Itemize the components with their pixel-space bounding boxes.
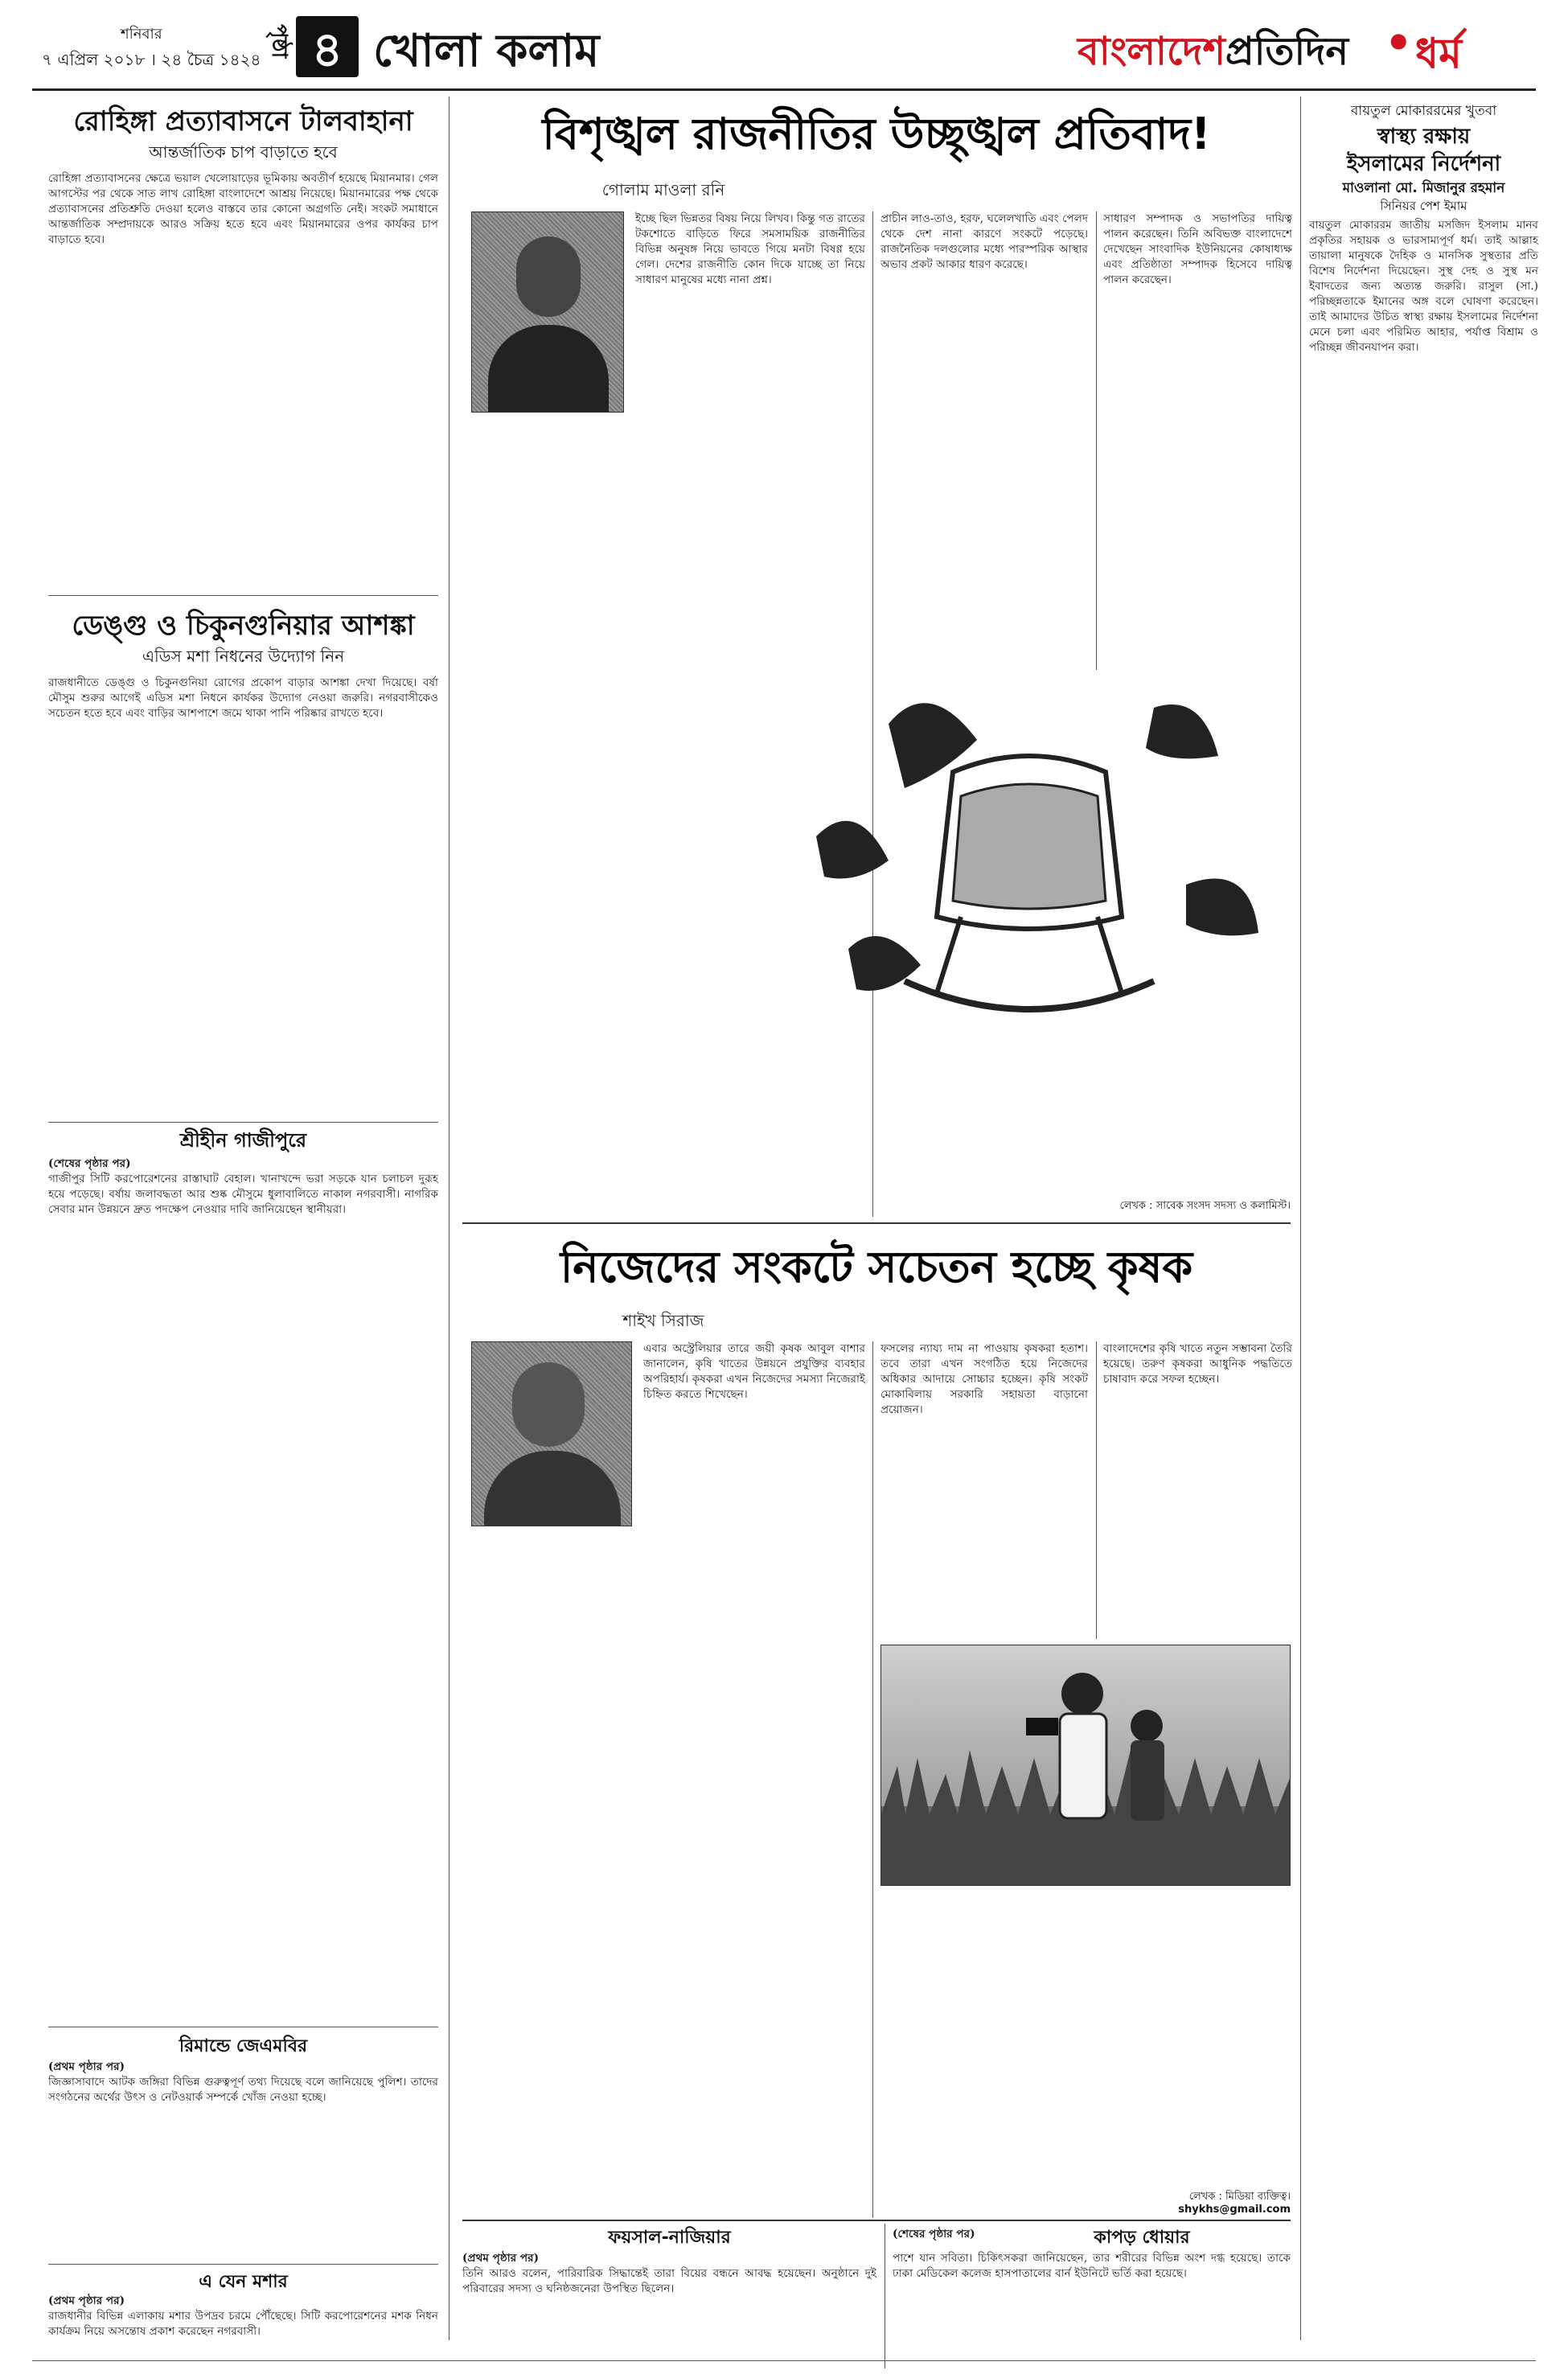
left-divider-2 <box>48 1122 438 1123</box>
photo-farmers-field <box>880 1645 1291 1886</box>
religion-headline-2: ইসলামের নির্দেশনা <box>1346 152 1501 176</box>
paper-name-part2: প্রতিদিন <box>1225 29 1349 74</box>
editorial1-headline: রোহিঙ্গা প্রত্যাবাসনে টালবাহানা <box>73 105 413 138</box>
masthead <box>0 0 1568 90</box>
center-divider <box>462 1222 1291 1224</box>
article1-col3: সাধারণ সম্পাদক ও সভাপতির দায়িত্ব পালন করেছেন। তিনি অবিভক্ত বাংলাদেশে দেখেছেন সাংবাদিক ইউনিয়নের কোষাধ্যক্ষ এবং প্রতিষ্ঠাতা সম্পাদক হিসেবে দায়িত্ব পালন করেছেন। <box>1103 212 1292 286</box>
story1-jump: (শেষের পৃষ্ঠার পর) <box>48 1157 131 1170</box>
article2-col-rule-1 <box>872 1341 873 2218</box>
religion-kicker: বায়তুল মোকাররমের খুতবা <box>1350 103 1497 119</box>
article2-email[interactable]: shykhs@gmail.com <box>1178 2204 1291 2216</box>
bottom-story1-body: তিনি আরও বলেন, পারিবারিক সিদ্ধান্তেই তারা বিয়ের বন্ধনে আবদ্ধ হয়েছেন। অনুষ্ঠানে দুই পরিবারের সদস্য ও ঘনিষ্ঠজনেরা উপস্থিত ছিলেন। <box>462 2267 876 2295</box>
article1-col-rule-2 <box>1096 212 1097 670</box>
section-title: খোলা কলাম <box>373 25 600 77</box>
article2-headline: নিজেদের সংকটে সচেতন হচ্ছে কৃষক <box>560 1242 1193 1292</box>
field-photo-icon <box>881 1645 1291 1886</box>
article2-byline: শাইখ সিরাজ <box>622 1311 704 1330</box>
paper-name <box>1077 23 1348 86</box>
story3-jump: (প্রথম পৃষ্ঠার পর) <box>48 2294 125 2307</box>
author-photo-article1 <box>471 212 624 413</box>
bottom-divider <box>462 2220 1291 2221</box>
religion-author: মাওলানা মো. মিজানুর রহমান <box>1342 180 1505 196</box>
article2-author-note: লেখক : মিডিয়া ব্যক্তিত্ব। <box>1188 2191 1291 2203</box>
bottom-story1-headline: ফয়সাল-নাজিয়ার <box>608 2228 731 2248</box>
article2-col2-cont <box>880 1891 1291 1916</box>
bottom-story1-jump: (প্রথম পৃষ্ঠার পর) <box>462 2252 540 2265</box>
story3-body: রাজধানীর বিভিন্ন এলাকায় মশার উপদ্রব চরমে পৌঁছেছে। সিটি করপোরেশনের মশক নিধন কার্যক্রম নিয়ে অসন্তোষ প্রকাশ করেছেন নগরবাসী। <box>48 2310 438 2338</box>
illustration-rocking-chair <box>768 676 1291 1045</box>
story1-headline: শ্রীহীন গাজীপুরে <box>179 1129 307 1152</box>
masthead-rule <box>32 88 1536 91</box>
article2-col-rule-2 <box>1096 1341 1097 1639</box>
bottom-story2-headline: কাপড় ধোয়ার <box>1094 2228 1190 2248</box>
author2-photo-face <box>512 1362 585 1447</box>
masthead-day: শনিবার <box>121 26 162 43</box>
story2-headline: রিমান্ডে জেএমবির <box>179 2036 308 2056</box>
author-photo-face <box>516 236 581 317</box>
article1-col2: প্রাচীন লাও-তাও, হরফ, ঘলেলখাতি এবং পেলদ থেকে দেশ নানা কারণে সংকটে পড়েছে। রাজনৈতিক দলগুলোর মধ্যে পারস্পরিক আস্থার অভাব প্রকট আকার ধারণ করেছে। <box>880 212 1088 271</box>
editorial1-subhead: আন্তর্জাতিক চাপ বাড়াতে হবে <box>149 142 338 162</box>
rocking-chair-icon <box>768 676 1291 1045</box>
religion-author-title: সিনিয়র পেশ ইমাম <box>1380 199 1467 213</box>
religion-body: বায়তুল মোকাররম জাতীয় মসজিদ ইসলাম মানব প্রকৃতির সহায়ক ও ভারসাম্যপূর্ণ ধর্ম। তাই আল্লাহ তায়ালা মানুষকে দৈহিক ও মানসিক সুস্থতার প্রতি বিশেষ নির্দেশনা দিয়েছেন। সুস্থ দেহ ও সুস্থ মন ইবাদতের জন্য অত্যন্ত জরুরি। রাসুল (সা.) পরিচ্ছন্নতাকে ইমানের অঙ্গ বলে ঘোষণা করেছেন। তাই আমাদের উচিত স্বাস্থ্য রক্ষায় ইসলামের নির্দেশনা মেনে চলা এবং পরিমিত আহার, পর্যাপ্ত বিশ্রাম ও পরিচ্ছন্ন জীবনযাপন করা। <box>1309 219 1538 354</box>
page-number: ৪ <box>311 22 343 78</box>
article1-col1: ইচ্ছে ছিল ভিন্নতর বিষয় নিয়ে লিখব। কিন্তু গত রাতের টকশোতে বাড়িতে ফিরে সমসাময়িক রাজনীতির বিভিন্ন অনুষঙ্গ নিয়ে ভাবতে গিয়ে মনটা বিষণ্ণ হয়ে গেল। দেশের রাজনীতি কোন দিকে যাচ্ছে তা নিয়ে সাধারণ মানুষের মধ্যে নানা প্রশ্ন। <box>635 212 865 286</box>
page-bottom-rule <box>32 2360 1536 2361</box>
editorial2-body: রাজধানীতে ডেঙ্গু ও চিকুনগুনিয়া রোগের প্রকোপ বাড়ার আশঙ্কা দেখা দিয়েছে। বর্ষা মৌসুম শুরুর আগেই এডিস মশা নিধনে কার্যকর উদ্যোগ নেওয়া জরুরি। নগরবাসীকেও সচেতন হতে হবে এবং বাড়ির আশপাশে জমে থাকা পানি পরিষ্কার রাখতে হবে। <box>48 676 438 720</box>
story1-body: গাজীপুর সিটি করপোরেশনের রাস্তাঘাট বেহাল। খানাখন্দে ভরা সড়কে যান চলাচল দুরূহ হয়ে পড়েছে। বর্ষায় জলাবদ্ধতা আর শুষ্ক মৌসুমে ধুলাবালিতে নাকাল নগরবাসী। নাগরিক সেবার মান উন্নয়নে দ্রুত পদক্ষেপ নেওয়ার দাবি জানিয়েছেন স্থানীয়রা। <box>48 1173 438 1216</box>
editorial2-subhead: এডিস মশা নিধনের উদ্যোগ নিন <box>142 647 345 666</box>
article2-col3: বাংলাদেশের কৃষি খাতে নতুন সম্ভাবনা তৈরি হয়েছে। তরুণ কৃষকরা আধুনিক পদ্ধতিতে চাষাবাদ করে সফল হচ্ছেন। <box>1103 1342 1292 1386</box>
article2-col2: ফসলের ন্যায্য দাম না পাওয়ায় কৃষকরা হতাশ। তবে তারা এখন সংগঠিত হয়ে নিজেদের অধিকার আদায়ে সোচ্চার হচ্ছেন। কৃষি সংকট মোকাবিলায় সরকারি সহায়তা বাড়ানো প্রয়োজন। <box>880 1342 1088 1416</box>
page-label: পৃষ্ঠা <box>267 24 291 59</box>
article1-byline: গোলাম মাওলা রনি <box>601 180 725 199</box>
left-divider-1 <box>48 595 438 596</box>
bottom-story2-jump: (শেষের পৃষ্ঠার পর) <box>893 2228 975 2241</box>
left-divider-4 <box>48 2264 438 2265</box>
author2-photo-shoulders <box>484 1451 621 1526</box>
story2-body: জিজ্ঞাসাবাদে আটক জঙ্গিরা বিভিন্ন গুরুত্বপূর্ণ তথ্য দিয়েছে বলে জানিয়েছে পুলিশ। তাদের সংগঠনের অর্থের উৎস ও নেটওয়ার্ক সম্পর্কে খোঁজ নেওয়া হচ্ছে। <box>48 2076 438 2104</box>
story2-jump: (প্রথম পৃষ্ঠার পর) <box>48 2060 125 2073</box>
paper-name-part1: বাংলাদেশ <box>1077 29 1225 74</box>
bottom-story2-body: পাশে যান সবিতা। চিকিৎসকরা জানিয়েছেন, তার শরীরের বিভিন্ন অংশ দগ্ধ হয়েছে। তাকে ঢাকা মেডিকেল কলেজ হাসপাতালের বার্ন ইউনিটে ভর্তি করা হয়েছে। <box>893 2252 1291 2280</box>
author-photo-article2 <box>471 1341 632 1526</box>
editorial2-headline: ডেঙ্গু ও চিকুনগুনিয়ার আশঙ্কা <box>72 610 415 642</box>
story3-headline: এ যেন মশার <box>199 2272 288 2292</box>
religion-headline-1: স্বাস্থ্য রক্ষায় <box>1377 125 1471 149</box>
masthead-bullet: • <box>1385 18 1413 68</box>
right-column-rule <box>1300 97 1301 2340</box>
article1-headline: বিশৃঙ্খল রাজনীতির উচ্ছৃঙ্খল প্রতিবাদ! <box>542 109 1211 159</box>
article1-footnote: লেখক : সাবেক সংসদ সদস্য ও কলামিস্ট। <box>1119 1200 1291 1212</box>
article2-col1: এবার অস্ট্রেলিয়ার তারে জয়ী কৃষক আবুল বাশার জানালেন, কৃষি খাতের উন্নয়নে প্রযুক্তির ব্যবহার অপরিহার্য। কৃষকরা এখন নিজেদের সমস্যা নিজেরাই চিহ্নিত করতে শিখেছেন। <box>643 1342 865 1401</box>
author-photo-shoulders <box>488 325 609 413</box>
section-right: ধর্ম <box>1415 30 1463 78</box>
editorial1-body: রোহিঙ্গা প্রত্যাবাসনের ক্ষেত্রে ভয়াল খেলোয়াড়ের ভূমিকায় অবতীর্ণ হয়েছে মিয়ানমার। গেল আগস্টের পর থেকে সাত লাখ রোহিঙ্গা বাংলাদেশে আশ্রয় নিয়েছে। মিয়ানমারের পক্ষ থেকে প্রত্যাবাসনের প্রতিশ্রুতি দেওয়া হলেও বাস্তবে তার কোনো অগ্রগতি নেই। সংকট সমাধানে আন্তর্জাতিক সম্প্রদায়কে আরও সক্রিয় হতে হবে এবং মিয়ানমারের ওপর কার্যকর চাপ বাড়াতে হবে। <box>48 172 438 246</box>
masthead-date: ৭ এপ্রিল ২০১৮ । ২৪ চৈত্র ১৪২৪ <box>42 50 261 69</box>
